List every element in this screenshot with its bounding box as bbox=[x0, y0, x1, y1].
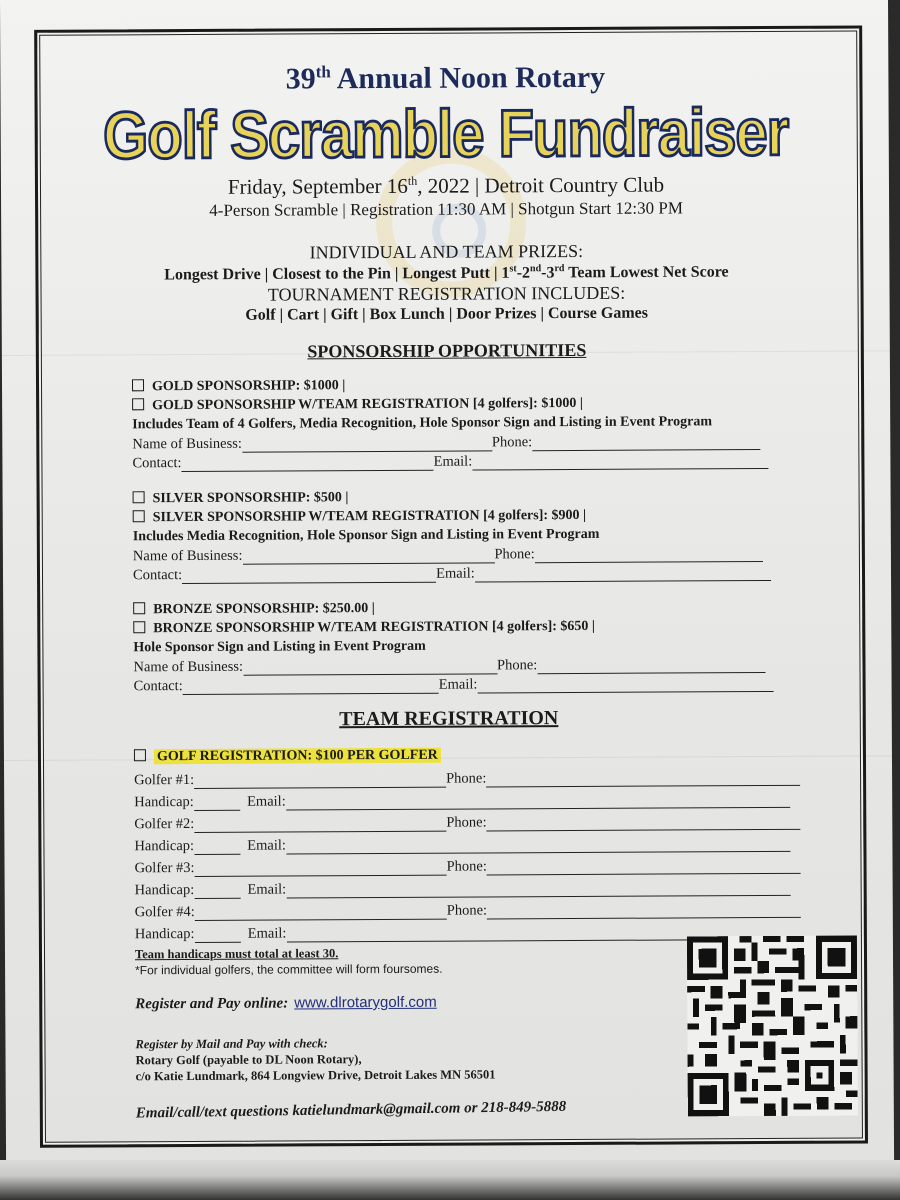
option-label: SILVER SPONSORSHIP W/TEAM REGISTRATION [4 golfers]: $900 | bbox=[152, 507, 587, 526]
handicap-field[interactable] bbox=[194, 930, 240, 943]
field-label: Golfer #2: bbox=[134, 815, 195, 833]
field-label: Name of Business: bbox=[132, 547, 243, 565]
contact-field[interactable] bbox=[182, 570, 436, 584]
email-field[interactable] bbox=[475, 568, 771, 583]
date-text: Friday, September 16 bbox=[227, 173, 408, 199]
handicap-field[interactable] bbox=[194, 886, 240, 899]
field-label: Handicap: bbox=[134, 793, 194, 811]
mail-registration-label: Register by Mail and Pay with check: bbox=[135, 1036, 328, 1052]
option-label: GOLD SPONSORSHIP W/TEAM REGISTRATION [4 golfers]: $1000 | bbox=[152, 395, 583, 414]
silver-team-sponsorship-option[interactable] bbox=[133, 508, 586, 526]
phone-field[interactable] bbox=[487, 905, 801, 920]
handicap-field[interactable] bbox=[194, 842, 240, 855]
field-label: Email: bbox=[436, 565, 475, 582]
checkbox[interactable] bbox=[133, 510, 145, 522]
business-name-field[interactable] bbox=[242, 438, 492, 452]
bronze-sponsorship-option[interactable] bbox=[133, 601, 375, 618]
checkbox[interactable] bbox=[132, 398, 144, 410]
field-label: Golfer #1: bbox=[134, 771, 195, 789]
bronze-includes: Hole Sponsor Sign and Listing in Event Program bbox=[133, 638, 426, 656]
email-field[interactable] bbox=[286, 839, 790, 855]
field-label: Contact: bbox=[133, 678, 183, 695]
field-label: Phone: bbox=[446, 814, 487, 831]
field-label: Contact: bbox=[132, 567, 183, 584]
golfer-3-row bbox=[135, 857, 801, 877]
email-field[interactable] bbox=[286, 795, 790, 811]
field-label: Handicap: bbox=[134, 881, 195, 899]
field-label: Phone: bbox=[446, 902, 488, 919]
prizes-text: -2 bbox=[516, 264, 531, 282]
field-label: Name of Business: bbox=[132, 435, 242, 453]
golfer-1-row bbox=[134, 769, 800, 789]
option-label: SILVER SPONSORSHIP: $500 | bbox=[152, 490, 349, 507]
sup: nd bbox=[529, 263, 542, 275]
bronze-team-sponsorship-option[interactable] bbox=[133, 619, 595, 637]
prizes-text: -3 bbox=[541, 264, 555, 282]
ordinal-suffix: th bbox=[315, 62, 331, 82]
business-name-field[interactable] bbox=[242, 550, 494, 564]
online-label: Register and Pay online: bbox=[135, 995, 289, 1013]
phone-field[interactable] bbox=[535, 549, 763, 563]
field-label: Email: bbox=[247, 881, 287, 898]
email-field[interactable] bbox=[286, 883, 790, 899]
gold-includes: Includes Team of 4 Golfers, Media Recognition, Hole Sponsor Sign and Listing in Event Program bbox=[132, 414, 713, 433]
qr-code-icon[interactable] bbox=[687, 936, 858, 1117]
email-field[interactable] bbox=[472, 456, 768, 471]
silver-sponsorship-option[interactable] bbox=[133, 490, 349, 507]
field-label: Phone: bbox=[491, 434, 533, 451]
field-label: Email: bbox=[247, 837, 286, 854]
field-label: Golfer #4: bbox=[134, 903, 195, 921]
golfer-name-field[interactable] bbox=[194, 819, 446, 833]
venue-text: , 2022 | Detroit Country Club bbox=[417, 172, 665, 198]
field-label: Handicap: bbox=[134, 925, 195, 943]
phone-field[interactable] bbox=[532, 437, 760, 451]
prizes-text: Longest Drive | Closest to the Pin | Longest Putt | 1 bbox=[164, 264, 510, 284]
golfer-name-field[interactable] bbox=[194, 775, 446, 789]
registration-website-link[interactable]: www.dlrotarygolf.com bbox=[294, 993, 437, 1012]
checkbox[interactable] bbox=[134, 749, 146, 761]
phone-field[interactable] bbox=[486, 773, 800, 788]
gold-sponsorship-option[interactable] bbox=[132, 378, 345, 395]
sup: rd bbox=[554, 263, 565, 275]
individual-golfers-note: *For individual golfers, the committee will form foursomes. bbox=[135, 961, 443, 978]
field-label: Phone: bbox=[494, 546, 535, 563]
contact-info: Email/call/text questions katielundmark@gmail.com or 218-849-5888 bbox=[135, 1098, 567, 1122]
contact-field[interactable] bbox=[183, 681, 439, 695]
mail-payee: Rotary Golf (payable to DL Noon Rotary), bbox=[135, 1052, 362, 1068]
table-surface bbox=[0, 1160, 900, 1200]
team-registration-heading: TEAM REGISTRATION bbox=[339, 707, 559, 731]
handicap-field[interactable] bbox=[194, 798, 240, 811]
bronze-business-row bbox=[133, 656, 765, 676]
mail-address: c/o Katie Lundmark, 864 Longview Drive, Detroit Lakes MN 56501 bbox=[135, 1067, 496, 1084]
field-label: Email: bbox=[433, 453, 473, 470]
checkbox[interactable] bbox=[133, 602, 145, 614]
silver-includes: Includes Media Recognition, Hole Sponsor Sign and Listing in Event Program bbox=[132, 526, 600, 545]
bronze-contact-row bbox=[134, 675, 774, 695]
prizes-heading: INDIVIDUAL AND TEAM PRIZES: bbox=[309, 240, 584, 263]
title-text: Annual Noon Rotary bbox=[336, 60, 606, 96]
event-date-venue bbox=[41, 172, 851, 201]
option-label: BRONZE SPONSORSHIP W/TEAM REGISTRATION [4 golfers]: $650 | bbox=[153, 618, 595, 637]
option-label-highlighted: GOLF REGISTRATION: $100 PER GOLFER bbox=[154, 748, 441, 765]
option-label: BRONZE SPONSORSHIP: $250.00 | bbox=[153, 601, 375, 618]
option-label: GOLD SPONSORSHIP: $1000 | bbox=[151, 378, 346, 395]
field-label: Phone: bbox=[496, 657, 538, 674]
ordinal-number: 39 bbox=[285, 62, 316, 96]
field-label: Email: bbox=[247, 793, 286, 810]
golfer-2-row bbox=[134, 813, 800, 833]
field-label: Email: bbox=[438, 676, 478, 693]
includes-list: Golf | Cart | Gift | Box Lunch | Door Prizes | Course Games bbox=[245, 304, 648, 324]
handicap-1-row bbox=[134, 791, 790, 811]
field-label: Handicap: bbox=[134, 837, 195, 855]
golfer-name-field[interactable] bbox=[195, 907, 447, 921]
business-name-field[interactable] bbox=[243, 661, 497, 675]
silver-contact-row bbox=[133, 564, 771, 584]
checkbox[interactable] bbox=[133, 621, 145, 633]
sup: st bbox=[509, 263, 517, 275]
golfer-name-field[interactable] bbox=[195, 863, 447, 877]
sponsorship-heading: SPONSORSHIP OPPORTUNITIES bbox=[307, 339, 587, 362]
handicap-2-row bbox=[134, 835, 790, 855]
field-label: Contact: bbox=[132, 455, 182, 472]
field-label: Phone: bbox=[446, 770, 487, 787]
golfer-4-row bbox=[135, 901, 801, 921]
golf-registration-option[interactable] bbox=[134, 748, 441, 766]
field-label: Golfer #3: bbox=[134, 859, 195, 877]
field-label: Email: bbox=[247, 925, 287, 942]
phone-field[interactable] bbox=[537, 660, 765, 674]
handicap-3-row bbox=[135, 879, 791, 899]
event-title-line1 bbox=[40, 60, 850, 98]
event-title-main: Golf Scramble Fundraiser bbox=[102, 95, 789, 174]
online-registration bbox=[135, 994, 437, 1014]
gold-team-sponsorship-option[interactable] bbox=[132, 396, 583, 414]
field-label: Name of Business: bbox=[133, 658, 244, 676]
phone-field[interactable] bbox=[487, 861, 801, 876]
gold-business-row bbox=[132, 433, 760, 453]
email-field[interactable] bbox=[477, 679, 773, 694]
includes-heading: TOURNAMENT REGISTRATION INCLUDES: bbox=[267, 282, 626, 305]
phone-field[interactable] bbox=[487, 817, 801, 832]
gold-contact-row bbox=[132, 452, 768, 472]
contact-field[interactable] bbox=[182, 458, 434, 472]
date-suffix: th bbox=[407, 173, 418, 188]
prizes-text: Team Lowest Net Score bbox=[564, 263, 729, 282]
checkbox[interactable] bbox=[132, 379, 144, 391]
checkbox[interactable] bbox=[133, 491, 145, 503]
field-label: Phone: bbox=[446, 858, 487, 875]
silver-business-row bbox=[133, 545, 763, 565]
handicap-rule-note: Team handicaps must total at least 30. bbox=[134, 946, 339, 962]
event-schedule: 4-Person Scramble | Registration 11:30 AM | Shotgun Start 12:30 PM bbox=[209, 198, 683, 220]
